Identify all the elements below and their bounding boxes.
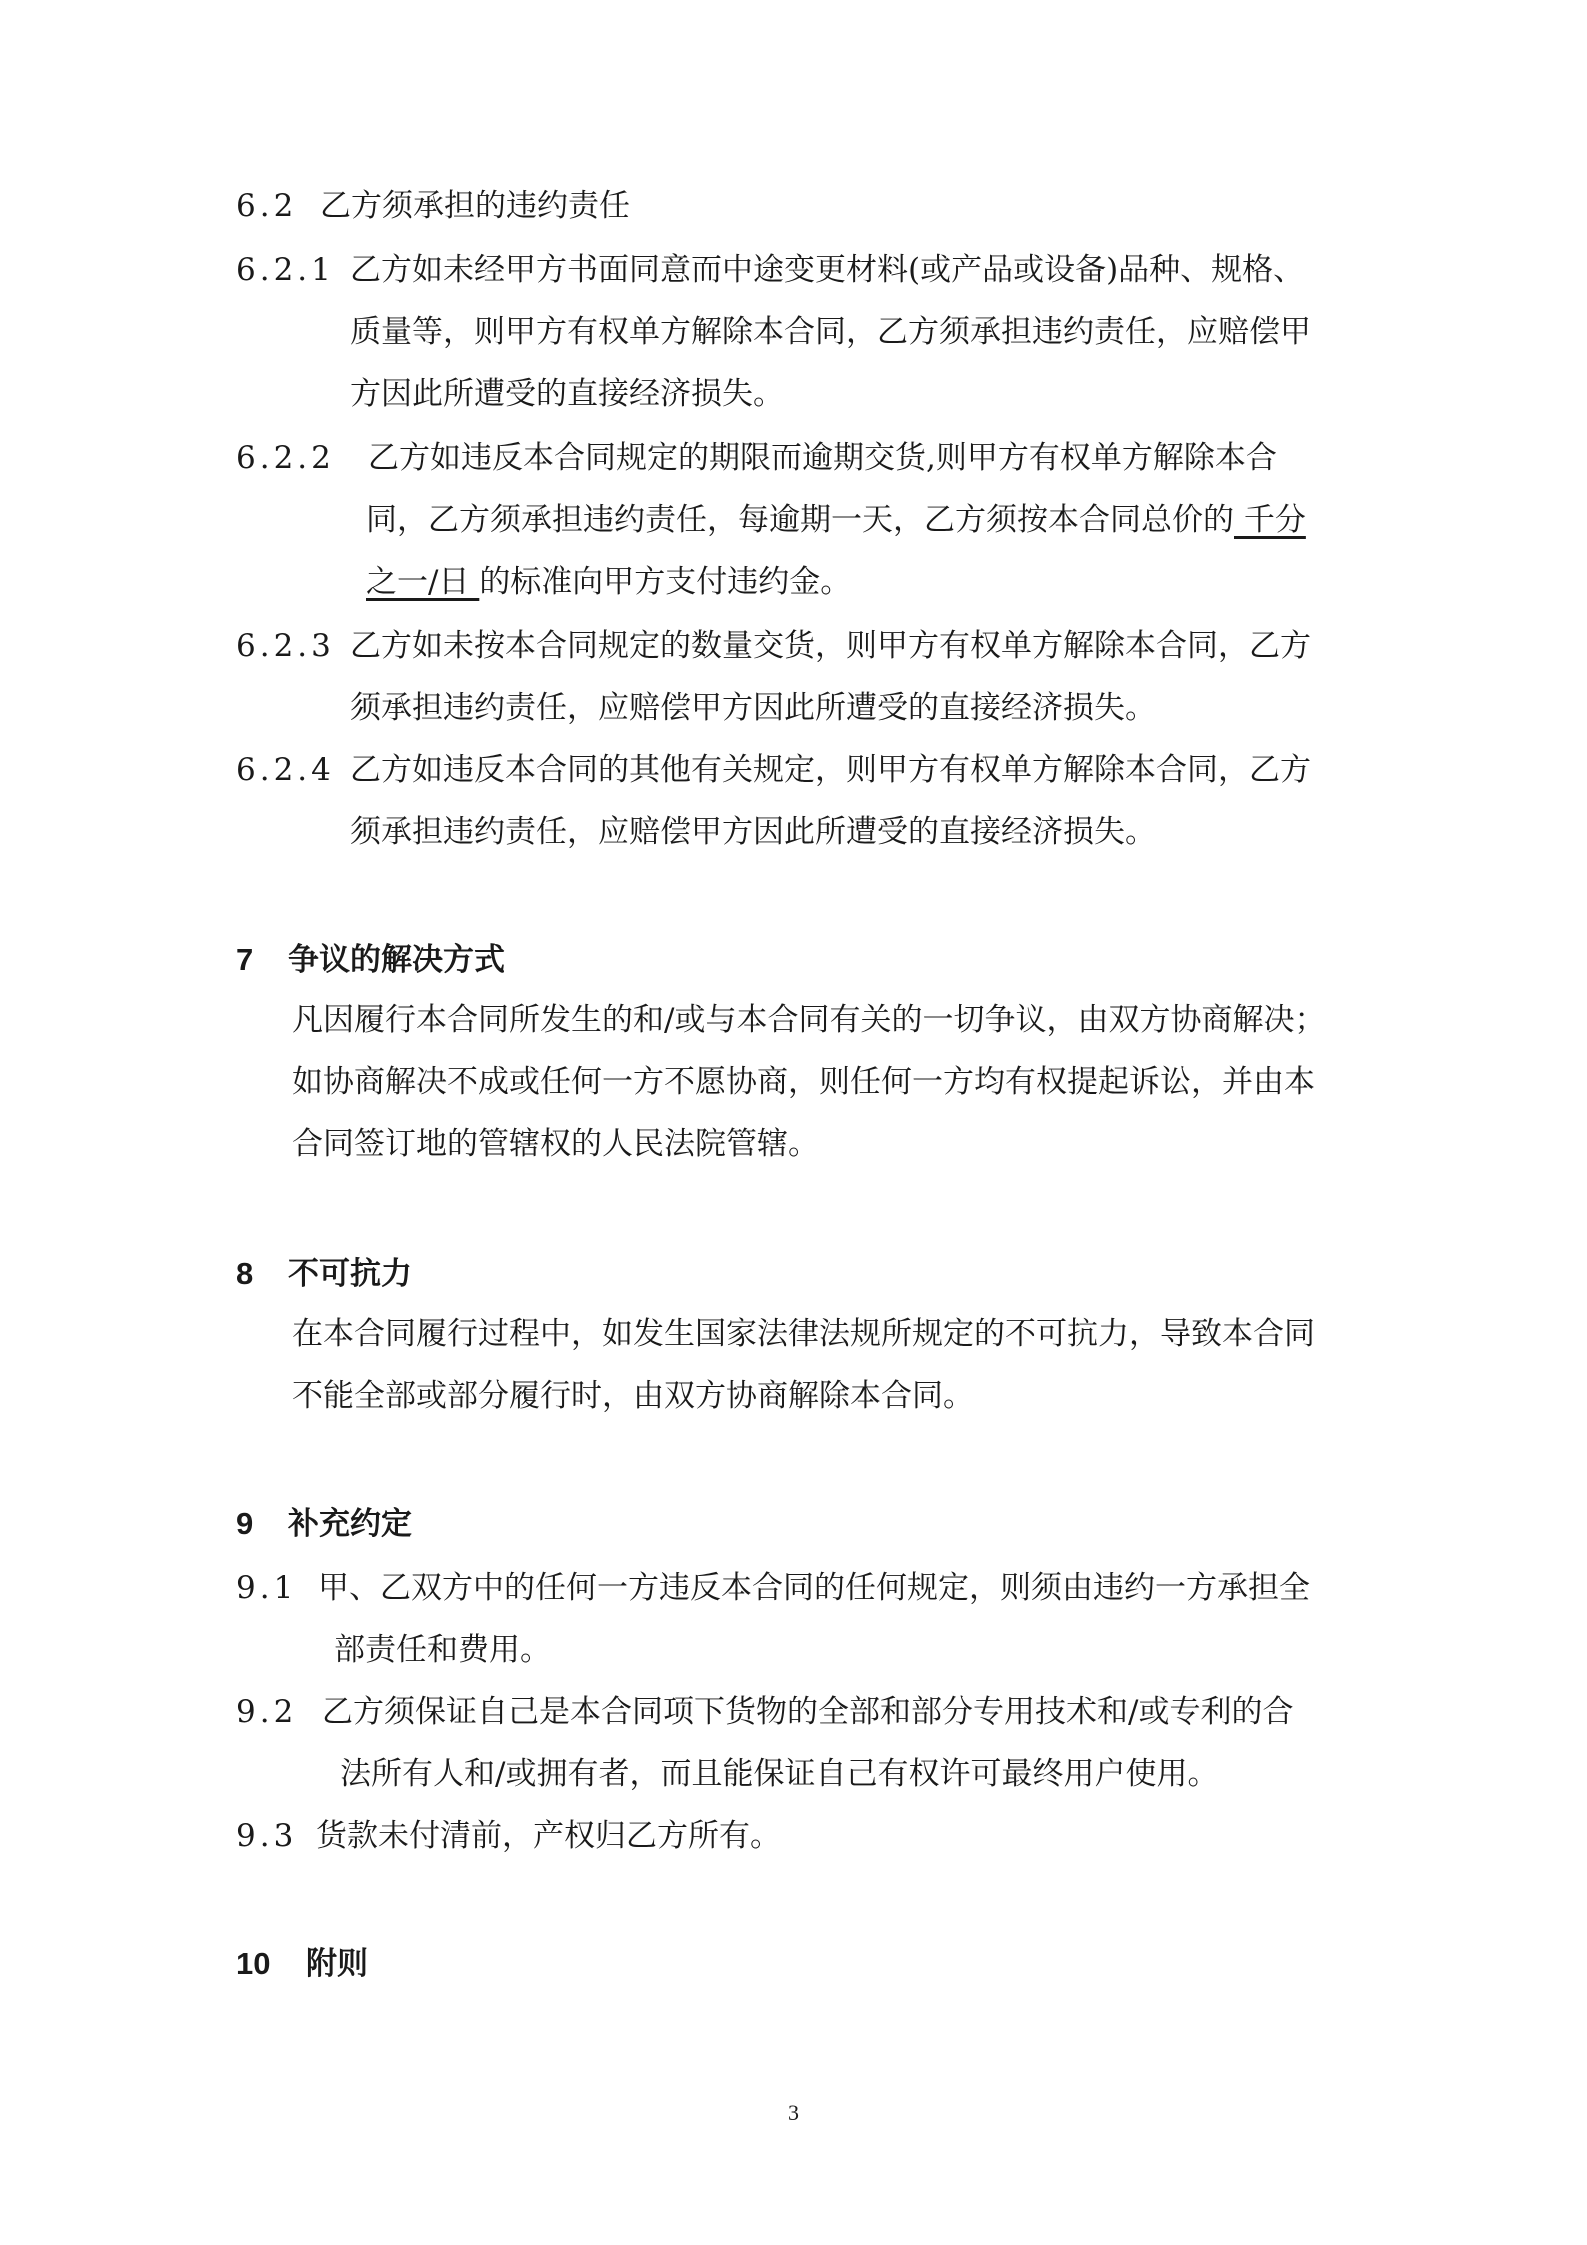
section-number: 10 <box>236 1946 271 1981</box>
clause-number: 9.1 <box>236 1570 298 1606</box>
section-title: 补充约定 <box>288 1506 412 1542</box>
section-number: 6.2 <box>236 188 298 224</box>
clause-number: 9.2 <box>236 1694 298 1730</box>
section-heading <box>236 940 505 980</box>
clause-text: 质量等，则甲方有权单方解除本合同，乙方须承担违约责任，应赔偿甲 <box>350 314 1311 350</box>
clause-text: 乙方须保证自己是本合同项下货物的全部和部分专用技术和/或专利的合 <box>322 1694 1294 1730</box>
section-title: 不可抗力 <box>288 1256 412 1292</box>
clause-text: 乙方如未按本合同规定的数量交货，则甲方有权单方解除本合同，乙方 <box>350 628 1311 664</box>
underlined-term: 之一/日 <box>366 564 480 600</box>
section-heading <box>236 1504 412 1544</box>
paragraph-text: 凡因履行本合同所发生的和/或与本合同有关的一切争议，由双方协商解决； <box>292 1002 1326 1038</box>
paragraph-text: 合同签订地的管辖权的人民法院管辖。 <box>292 1126 819 1162</box>
clause-text <box>366 562 851 602</box>
section-title: 乙方须承担的违约责任 <box>320 188 630 224</box>
clause-number: 6.2.4 <box>236 752 335 788</box>
section-heading <box>236 1254 412 1294</box>
section-heading <box>236 1944 368 1984</box>
clause-text: 须承担违约责任，应赔偿甲方因此所遭受的直接经济损失。 <box>350 690 1156 726</box>
clause-text: 方因此所遭受的直接经济损失。 <box>350 376 784 412</box>
clause-text: 法所有人和/或拥有者，而且能保证自己有权许可最终用户使用。 <box>340 1756 1219 1792</box>
clause-text: 甲、乙双方中的任何一方违反本合同的任何规定，则须由违约一方承担全 <box>318 1570 1310 1606</box>
clause-number: 9.3 <box>236 1818 298 1854</box>
clause-text: 部责任和费用。 <box>334 1632 551 1668</box>
clause-text: 乙方如违反本合同的其他有关规定，则甲方有权单方解除本合同，乙方 <box>350 752 1311 788</box>
page-number: 3 <box>788 2100 799 2125</box>
clause-text <box>366 500 1306 540</box>
clause-text: 货款未付清前，产权归乙方所有。 <box>316 1818 781 1854</box>
paragraph-text: 如协商解决不成或任何一方不愿协商，则任何一方均有权提起诉讼，并由本 <box>292 1064 1315 1100</box>
section-title: 附则 <box>306 1946 368 1982</box>
paragraph-text: 不能全部或部分履行时，由双方协商解除本合同。 <box>292 1378 974 1414</box>
clause-number: 6.2.1 <box>236 252 335 288</box>
clause-number: 6.2.2 <box>236 440 335 476</box>
section-number: 9 <box>236 1506 254 1541</box>
clause-text: 须承担违约责任，应赔偿甲方因此所遭受的直接经济损失。 <box>350 814 1156 850</box>
clause-number: 6.2.3 <box>236 628 335 664</box>
clause-text: 乙方如未经甲方书面同意而中途变更材料(或产品或设备)品种、规格、 <box>350 252 1305 288</box>
paragraph-text: 在本合同履行过程中，如发生国家法律法规所规定的不可抗力，导致本合同 <box>292 1316 1315 1352</box>
clause-text-part: 的标准向甲方支付违约金。 <box>479 564 852 600</box>
clause-text: 乙方如违反本合同规定的期限而逾期交货,则甲方有权单方解除本合 <box>368 440 1277 476</box>
underlined-term: 千分 <box>1234 502 1306 538</box>
section-number: 8 <box>236 1256 254 1291</box>
section-number: 7 <box>236 942 254 977</box>
section-title: 争议的解决方式 <box>288 942 505 978</box>
clause-text-part: 同，乙方须承担违约责任，每逾期一天，乙方须按本合同总价的 <box>366 502 1234 538</box>
